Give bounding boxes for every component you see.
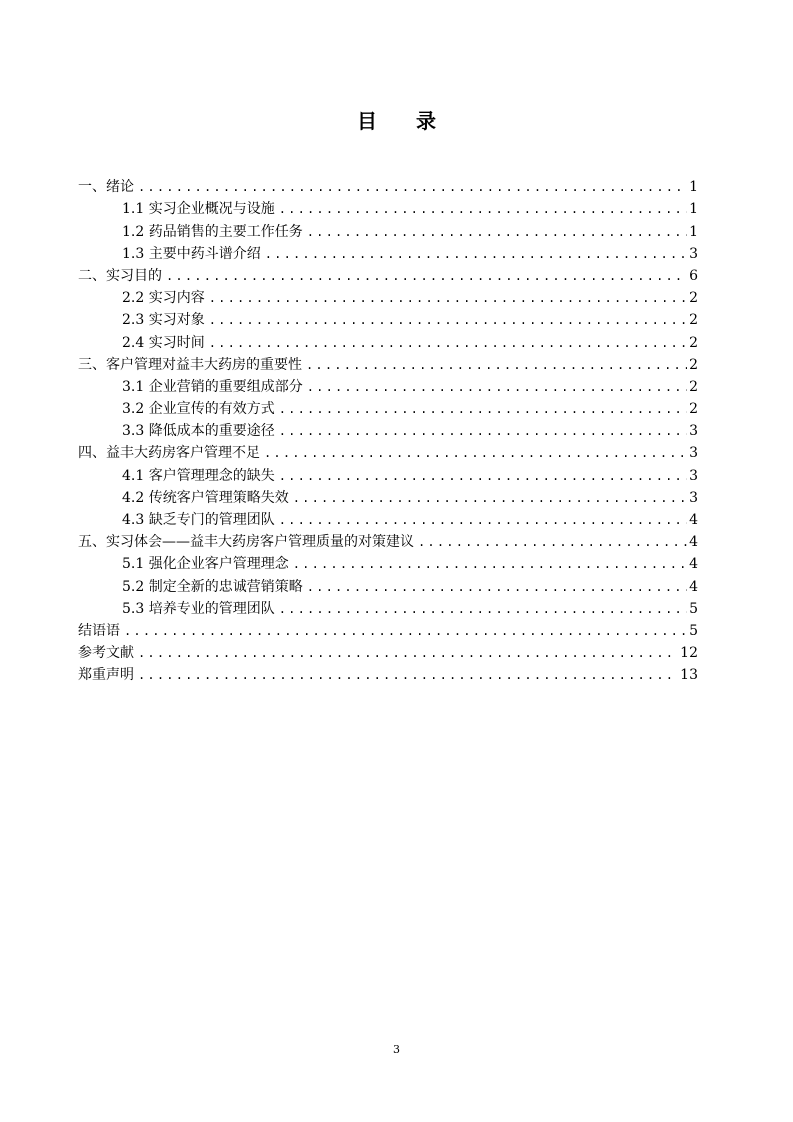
- toc-entry-page: 1: [689, 179, 698, 196]
- toc-entry-page: 4: [689, 578, 698, 595]
- toc-dot-leader: [307, 378, 687, 396]
- toc-entry-label: 1.2 药品销售的主要工作任务: [122, 223, 303, 240]
- toc-entry-page: 1: [689, 201, 698, 218]
- toc-entry[interactable]: [78, 507, 698, 529]
- toc-entry-label: 3.1 企业营销的重要组成部分: [122, 378, 303, 395]
- toc-entry-page: 6: [689, 267, 698, 284]
- toc-entry-page: 4: [689, 534, 698, 551]
- toc-entry[interactable]: [78, 640, 698, 662]
- toc-dot-leader: [418, 533, 687, 551]
- toc-entry-page: 2: [689, 334, 698, 351]
- toc-entry-label: 3.3 降低成本的重要途径: [122, 423, 275, 440]
- toc-dot-leader: [307, 578, 687, 596]
- toc-entry-page: 4: [689, 512, 698, 528]
- toc-entry-page: 3: [689, 467, 698, 484]
- toc-entry[interactable]: [78, 440, 698, 462]
- toc-entry-page: 13: [680, 667, 698, 684]
- toc-entry[interactable]: [78, 662, 698, 684]
- toc-entry-label: 2.3 实习对象: [122, 312, 205, 329]
- toc-entry-label: 5.3 培养专业的管理团队: [122, 600, 275, 617]
- toc-dot-leader: [279, 400, 687, 418]
- toc-entry-label: 4.1 客户管理理念的缺失: [122, 467, 275, 484]
- toc-entry-label: 4.3 缺乏专门的管理团队: [122, 512, 275, 528]
- toc-dot-leader: [138, 178, 687, 196]
- toc-entry[interactable]: [78, 174, 698, 196]
- toc-entry-label: 1.1 实习企业概况与设施: [122, 201, 275, 218]
- toc-entry-label: 结语语: [78, 622, 120, 639]
- toc-entry-label: 5.2 制定全新的忠诚营销策略: [122, 578, 303, 595]
- toc-entry-page: 5: [689, 622, 698, 639]
- toc-entry-page: 5: [689, 600, 698, 617]
- toc-entry[interactable]: [78, 374, 698, 396]
- toc-entry-page: 2: [689, 290, 698, 307]
- toc-entry-label: 四、益丰大药房客户管理不足: [78, 445, 260, 462]
- toc-entry[interactable]: [78, 329, 698, 351]
- toc-dot-leader: [279, 600, 687, 618]
- toc-entry[interactable]: [78, 352, 698, 374]
- toc-entry-page: 4: [689, 556, 698, 573]
- toc-dot-leader: [279, 467, 687, 485]
- toc-dot-leader: [209, 311, 687, 329]
- toc-dot-leader: [138, 666, 678, 684]
- toc-entry-label: 五、实习体会——益丰大药房客户管理质量的对策建议: [78, 534, 414, 551]
- toc-dot-leader: [264, 444, 687, 462]
- toc-entry-page: 1: [689, 223, 698, 240]
- toc-entry-label: 3.2 企业宣传的有效方式: [122, 401, 275, 418]
- toc-entry-label: 4.2 传统客户管理策略失效: [122, 489, 289, 506]
- toc-entry-page: 3: [689, 423, 698, 440]
- toc-entry-label: 一、绪论: [78, 179, 134, 196]
- toc-entry[interactable]: [78, 307, 698, 329]
- toc-entry-page: 2: [689, 356, 698, 373]
- toc-dot-leader: [166, 267, 687, 285]
- toc-entry[interactable]: [78, 196, 698, 218]
- toc-dot-leader: [124, 622, 687, 640]
- toc-entry-label: 三、客户管理对益丰大药房的重要性: [78, 356, 302, 373]
- toc-entry-label: 1.3 主要中药斗谱介绍: [122, 245, 261, 262]
- toc-entry[interactable]: [78, 485, 698, 507]
- toc-entry[interactable]: [78, 396, 698, 418]
- toc-entry[interactable]: [78, 596, 698, 618]
- toc-entry[interactable]: [78, 218, 698, 240]
- toc-entry[interactable]: [78, 462, 698, 484]
- toc-dot-leader: [209, 289, 687, 307]
- toc-entry-page: 3: [689, 445, 698, 462]
- toc-entry-label: 参考文献: [78, 645, 134, 662]
- toc-entry-page: 12: [680, 645, 698, 662]
- toc-entry[interactable]: [78, 285, 698, 307]
- toc-dot-leader: [293, 555, 687, 573]
- toc-entry-label: 2.4 实习时间: [122, 334, 205, 351]
- toc-dot-leader: [279, 511, 687, 529]
- toc-dot-leader: [307, 223, 687, 241]
- toc-entry[interactable]: [78, 529, 698, 551]
- toc-dot-leader: [138, 644, 678, 662]
- toc-entry-page: 3: [689, 489, 698, 506]
- toc-list: [78, 174, 698, 684]
- toc-entry[interactable]: [78, 263, 698, 285]
- toc-title: 目 录: [357, 109, 452, 133]
- toc-dot-leader: [209, 334, 687, 352]
- toc-entry[interactable]: [78, 551, 698, 573]
- toc-entry-page: 2: [689, 312, 698, 329]
- toc-entry[interactable]: [78, 618, 698, 640]
- toc-entry-label: 2.2 实习内容: [122, 290, 205, 307]
- toc-entry[interactable]: [78, 241, 698, 263]
- toc-dot-leader: [279, 422, 687, 440]
- toc-dot-leader: [265, 245, 687, 263]
- toc-entry-label: 二、实习目的: [78, 267, 162, 284]
- toc-entry-label: 郑重声明: [78, 667, 134, 684]
- toc-entry[interactable]: [78, 418, 698, 440]
- toc-entry-page: 2: [689, 378, 698, 395]
- toc-entry-page: 2: [689, 401, 698, 418]
- toc-entry-label: 5.1 强化企业客户管理理念: [122, 556, 289, 573]
- toc-entry-page: 3: [689, 245, 698, 262]
- toc-dot-leader: [306, 356, 687, 374]
- page-number: 3: [393, 1043, 400, 1056]
- toc-dot-leader: [279, 200, 687, 218]
- toc-entry[interactable]: [78, 573, 698, 595]
- toc-dot-leader: [293, 489, 687, 507]
